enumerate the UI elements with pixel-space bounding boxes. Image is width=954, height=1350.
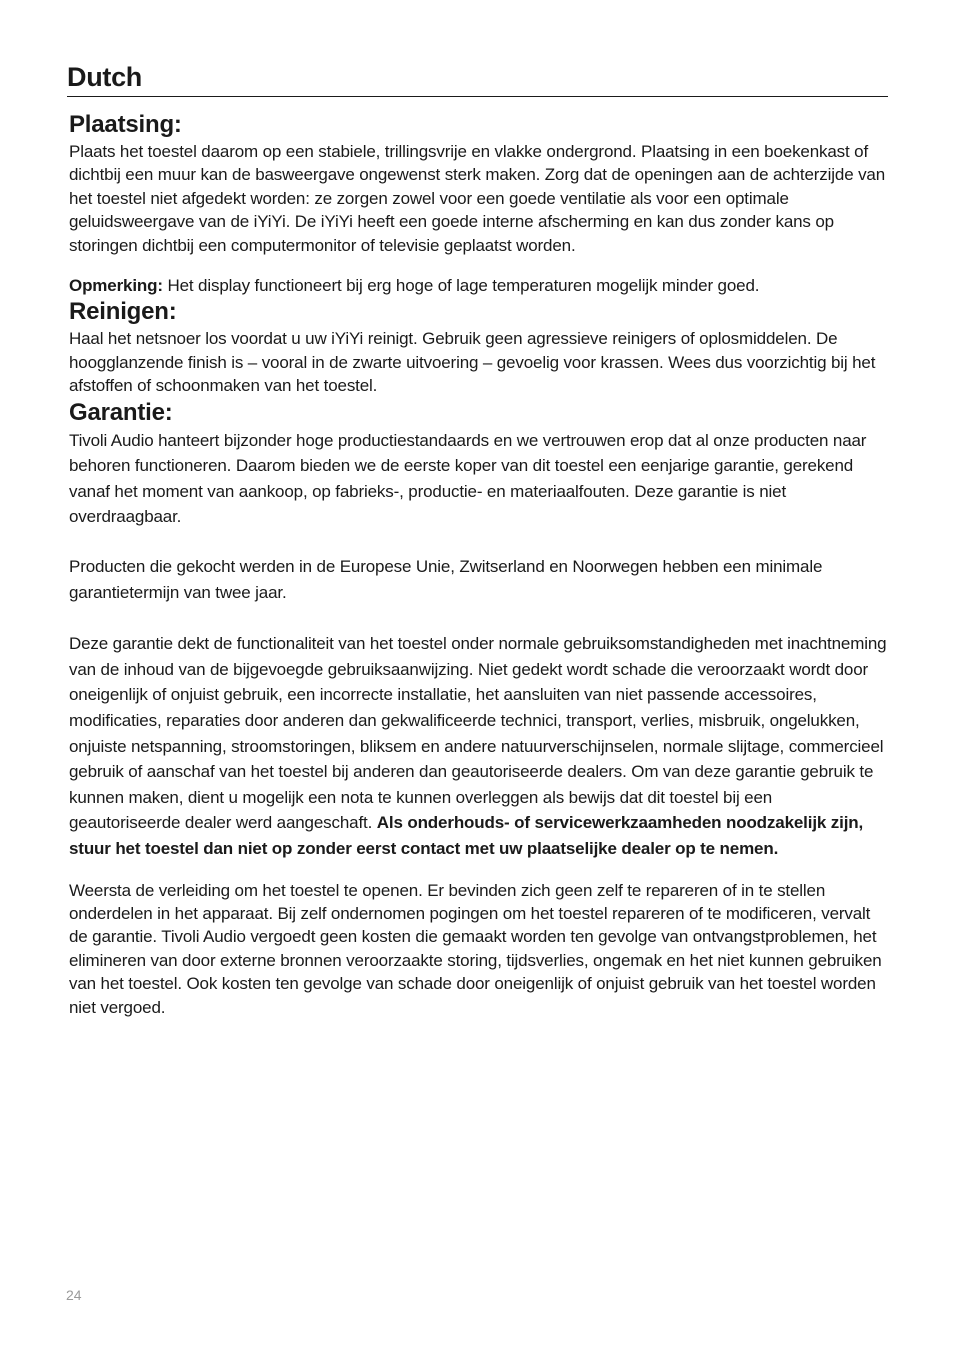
section-reinigen [69,297,887,397]
paragraph: Producten die gekocht werden in de Europese Unie, Zwitserland en Noorwegen hebben een minimale garantietermijn van twee jaar. [69,557,823,602]
paragraph [69,631,887,861]
note-label: Opmerking: [69,276,163,296]
document-content [69,110,887,1019]
section-garantie [69,398,887,1019]
section-heading: Reinigen: [69,298,177,326]
note-paragraph [69,274,887,297]
section-heading: Garantie: [69,398,173,426]
section-plaatsing [69,110,887,297]
title-divider [67,96,888,97]
paragraph-text: Deze garantie dekt de functionaliteit van het toestel onder normale gebruiksomstandigheden met inachtneming van de inhoud van de bijgevoegde gebruiksaanwijzing. Niet gedekt wordt schade die veroorzaakt wordt door oneigenlijk of onjuist gebruik, een incorrecte installatie, het aansluiten van niet passende accessoires, modificaties, reparaties door anderen dan gekwalificeerde technici, transport, verlies, misbruik, ongelukken, onjuiste netspanning, stroomstoringen, bliksem en andere natuurverschijnselen, normale slijtage, commercieel gebruik of aanschaf van het toestel bij anderen dan geautoriseerde dealers. Om van deze garantie gebruik te kunnen maken, dient u mogelijk een nota te kunnen overleggen als bewijs dat dit toestel bij een geautoriseerde dealer werd aangeschaft. [69,634,887,833]
paragraph: Plaats het toestel daarom op een stabiele, trillingsvrije en vlakke ondergrond. Plaatsing in een boekenkast of dichtbij een muur kan de basweergave ongewenst sterk maken. Zorg dat de openingen aan de achterzijde van het toestel niet afgedekt worden: ze zorgen zowel voor een goede ventilatie als voor een optimale geluidsweergave van de iYiYi. De iYiYi heeft een goede interne afscherming en kan dus zonder kans op storingen dichtbij een computermonitor of televisie geplaatst worden. [69,142,886,255]
bold-warning: Als onderhouds- of servicewerkzaamheden noodzakelijk zijn, stuur het toestel dan niet op zonder eerst contact met uw plaatselijke dealer op te nemen. [69,813,864,858]
paragraph: Haal het netsnoer los voordat u uw iYiYi reinigt. Gebruik geen agressieve reinigers of oplosmiddelen. De hoogglanzende finish is – vooral in de zwarte uitvoering – gevoelig voor krassen. Wees dus voorzichtig bij het afstoffen of schoonmaken van het toestel. [69,329,876,396]
language-title: Dutch [67,62,142,92]
page-number: 24 [66,1287,82,1303]
paragraph: Tivoli Audio hanteert bijzonder hoge productiestandaards en we vertrouwen erop dat al onze producten naar behoren functioneren. Daarom bieden we de eerste koper van dit toestel een eenjarige garantie, gerekend vanaf het moment van aankoop, op fabrieks-, productie- en materiaalfouten. Deze garantie is niet overdraagbaar. [69,430,867,527]
paragraph: Weersta de verleiding om het toestel te openen. Er bevinden zich geen zelf te repareren of in te stellen onderdelen in het apparaat. Bij zelf ondernomen pogingen om het toestel repareren of te modificeren, vervalt de garantie. Tivoli Audio vergoedt geen kosten die gemaakt worden ten gevolge van ontvangstproblemen, het elimineren van door externe bronnen veroorzaakte storing, tijdsverlies, ongemak en het niet kunnen gebruiken van het toestel. Ook kosten ten gevolge van schade door oneigenlijk of onjuist gebruik van het toestel worden niet vergoed. [69,880,882,1017]
note-text: Het display functioneert bij erg hoge of lage temperaturen mogelijk minder goed. [162,276,760,296]
section-heading: Plaatsing: [69,111,182,138]
